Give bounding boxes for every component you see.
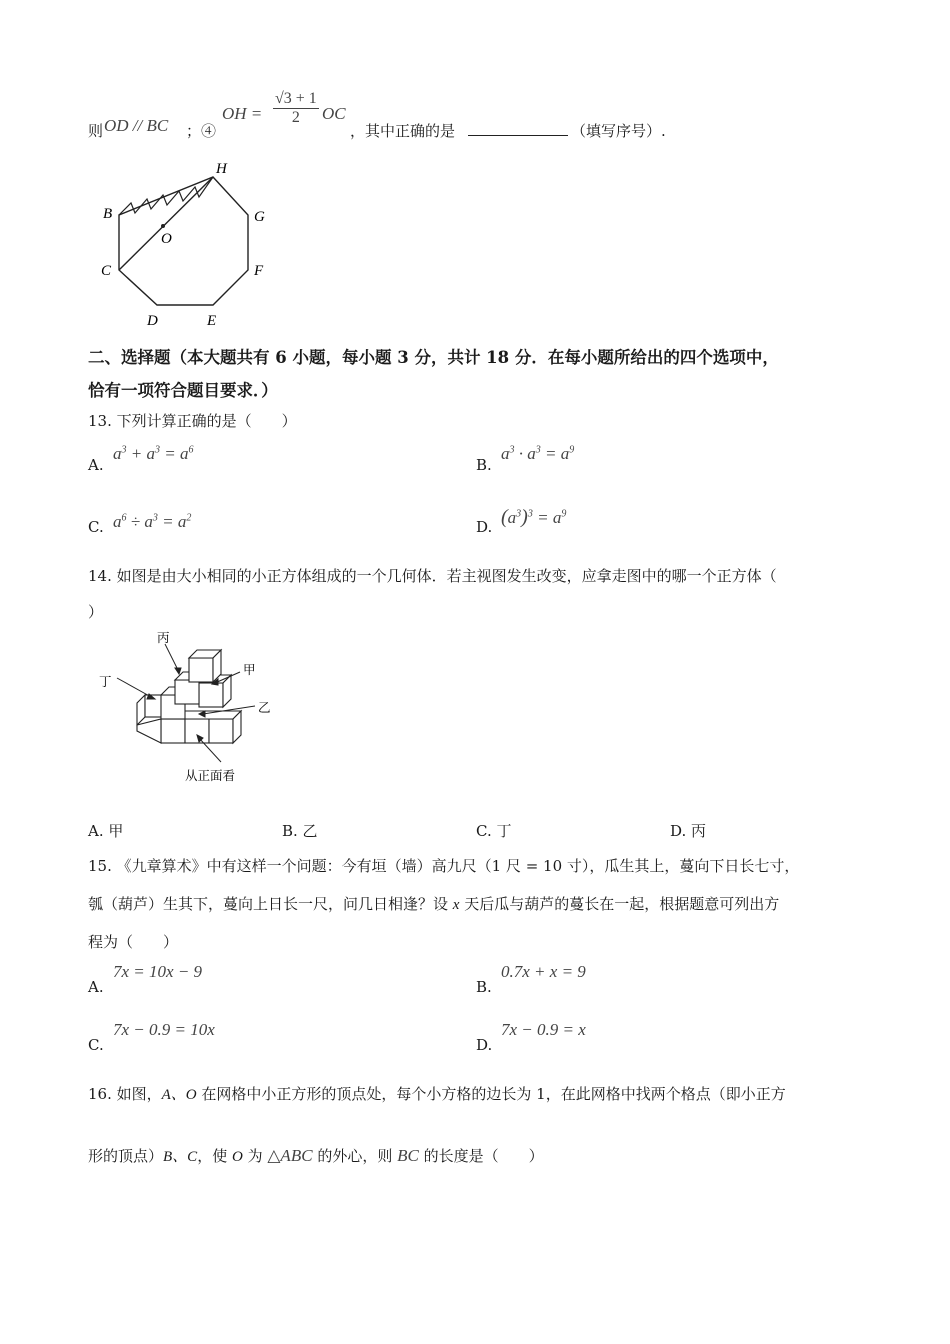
label-c: C xyxy=(101,263,112,279)
label-d: D xyxy=(147,313,158,329)
q14-option-b[interactable]: B. 乙 xyxy=(282,822,318,840)
q14-stem-line2: ） xyxy=(88,603,104,621)
q14-stem-line1: 14. 如图是由大小相同的小正方体组成的一个几何体．若主视图发生改变，应拿走图中的哪一个正方体（ xyxy=(88,567,777,585)
octagon-shape xyxy=(119,177,248,305)
q13-a-expr: $a^3 + a^3 = a^6$ xyxy=(113,444,194,463)
q15-c-expr: 7x − 0.9 = 10x xyxy=(113,1020,215,1039)
q14-option-c[interactable]: C. 丁 xyxy=(476,822,512,840)
q13-b-expr: $a^3 \cdot a^3 = a^9$ xyxy=(501,444,575,463)
q14-option-d[interactable]: D. 丙 xyxy=(670,822,707,840)
label-e: E xyxy=(207,313,217,329)
fig-label-ding: 丁 xyxy=(99,674,112,689)
cube-figure xyxy=(95,628,295,788)
fraction xyxy=(273,90,319,127)
q16-line1: 16. 如图，A、O 在网格中小正方形的顶点处，每个小方格的边长为 1，在此网格中找两个格点（即小正方 xyxy=(88,1085,786,1103)
q15-d-expr: 7x − 0.9 = x xyxy=(501,1020,586,1039)
label-f: F xyxy=(254,263,264,279)
q15-line3: 程为（ ） xyxy=(88,933,179,951)
oh-lhs: OH = xyxy=(222,104,263,123)
q15-a-expr: 7x = 10x − 9 xyxy=(113,962,203,981)
label-b: B xyxy=(103,206,113,222)
label-g: G xyxy=(254,209,265,225)
top-prefix: 则 xyxy=(88,122,104,140)
q14-option-a[interactable]: A. 甲 xyxy=(88,822,124,840)
var-x: x xyxy=(452,897,460,913)
q13-d-expr: $(a^3)^3 = a^9$ xyxy=(501,506,567,528)
q13-stem: 13. 下列计算正确的是（ ） xyxy=(88,412,297,430)
q13-c-expr: $a^6 \div a^3 = a^2$ xyxy=(113,512,192,531)
oh-rhs: OC xyxy=(322,104,346,123)
octagon-figure xyxy=(95,155,285,335)
answer-blank[interactable] xyxy=(468,121,568,136)
q15-line1: 15. 《九章算术》中有这样一个问题：今有垣（墙）高九尺（1 尺 = 10 寸），瓜生其上，蔓向下日长七寸， xyxy=(88,857,800,875)
q15-line2: 瓠（葫芦）生其下，蔓向上日长一尺，问几日相逢？设 x 天后瓜与葫芦的蔓长在一起，根据题意可列出方 xyxy=(88,895,780,913)
diagonal-ch xyxy=(119,177,213,270)
label-h: H xyxy=(216,161,227,177)
fig-label-front-view: 从正面看 xyxy=(185,768,236,783)
od-parallel-bc: OD // BC xyxy=(104,116,169,135)
statement-four-marker: ；④ xyxy=(186,122,217,140)
top-suffix2: （填写序号）. xyxy=(571,122,666,140)
section2-heading-line1: 二、选择题（本大题共有 6 小题，每小题 3 分，共计 18 分．在每小题所给出的四个选项中， xyxy=(88,348,779,367)
center-point-o xyxy=(161,224,165,228)
q16-line2: 形的顶点）B、C，使 O 为 △ABC 的外心，则 BC 的长度是（ ） xyxy=(88,1146,544,1165)
fraction-numerator: √3 + 1 xyxy=(275,90,317,107)
fig-label-bing: 丙 xyxy=(157,630,170,645)
fraction-denominator: 2 xyxy=(291,109,300,126)
fig-label-jia: 甲 xyxy=(243,662,256,677)
label-o: O xyxy=(161,231,172,247)
top-suffix1: ，其中正确的是 xyxy=(350,122,456,140)
q15-b-expr: 0.7x + x = 9 xyxy=(501,962,586,981)
section2-heading-line2: 恰有一项符合题目要求．） xyxy=(88,381,278,400)
fig-label-yi: 乙 xyxy=(258,700,271,715)
